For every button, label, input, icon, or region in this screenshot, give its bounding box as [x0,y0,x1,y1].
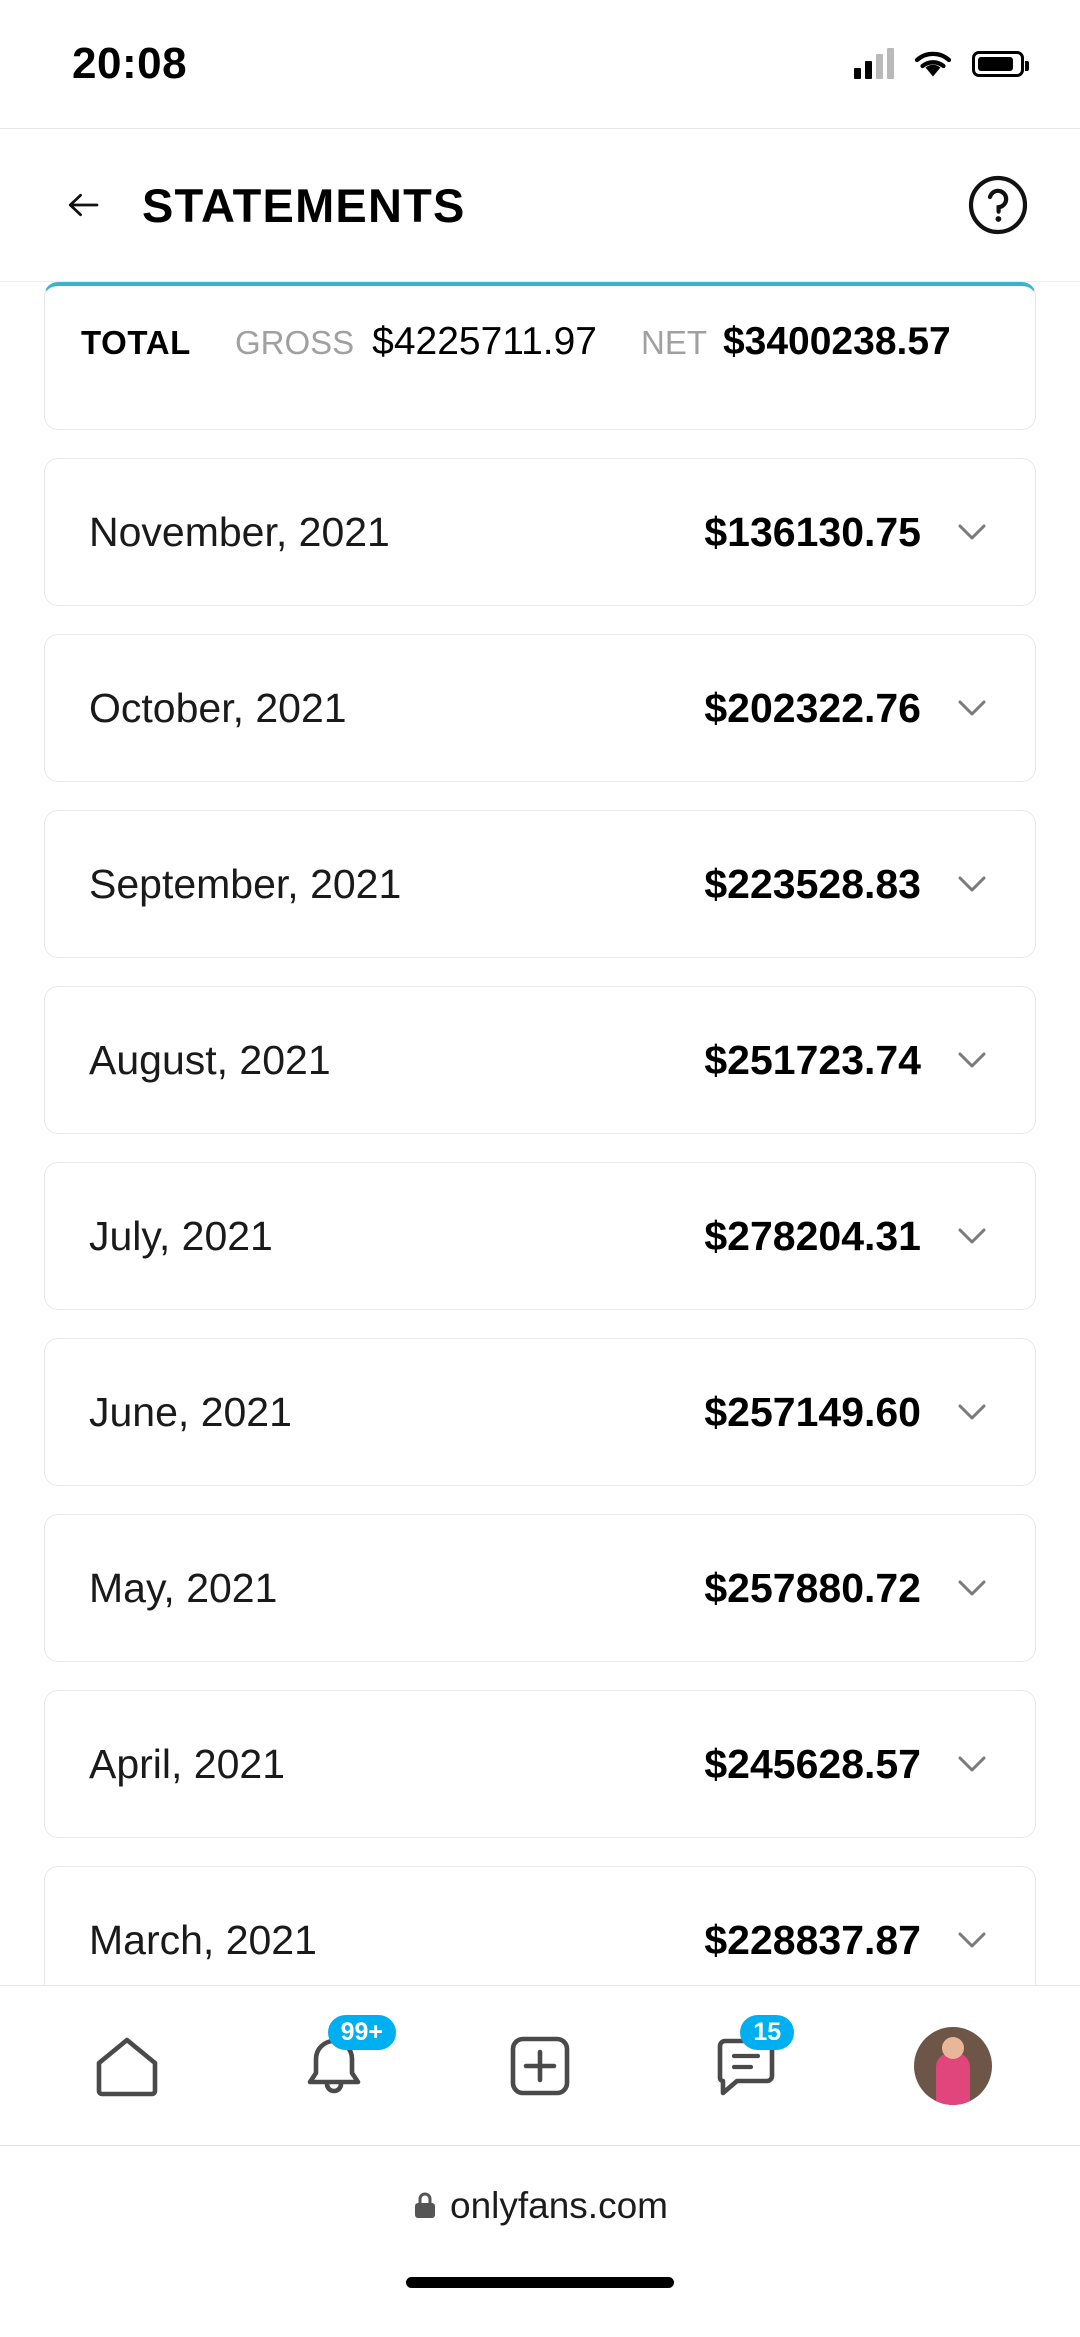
notifications-badge: 99+ [328,2015,396,2050]
chevron-down-icon[interactable] [955,691,989,725]
app-header [0,128,1080,282]
statements-list[interactable] [0,282,1080,1985]
statement-month: March, 2021 [89,1916,317,1963]
battery-icon [972,51,1024,77]
wifi-icon [912,48,954,80]
chevron-down-icon[interactable] [955,1219,989,1253]
status-time: 20:08 [72,39,188,88]
statement-row[interactable] [44,1162,1036,1310]
help-circle-icon [967,174,1029,236]
chevron-down-icon[interactable] [955,515,989,549]
status-icons [854,48,1024,80]
net-value: $3400238.57 [722,320,951,363]
statement-row[interactable] [44,1866,1036,1985]
chevron-down-icon[interactable] [955,1923,989,1957]
statement-amount: $228837.87 [704,1916,921,1963]
gross-label: GROSS [234,324,355,361]
statement-month: September, 2021 [89,860,402,907]
home-indicator[interactable] [406,2277,674,2288]
home-icon [91,2033,163,2099]
browser-url-bar[interactable] [0,2145,1080,2265]
statement-month: June, 2021 [89,1388,292,1435]
statement-amount: $223528.83 [704,860,921,907]
statement-month: May, 2021 [89,1564,278,1611]
arrow-left-icon [66,188,100,222]
statement-amount: $251723.74 [704,1036,921,1083]
nav-profile[interactable] [898,2011,1008,2121]
statement-amount: $202322.76 [704,684,921,731]
chevron-down-icon[interactable] [955,1395,989,1429]
statement-month: October, 2021 [89,684,347,731]
add-post-icon [506,2032,574,2100]
statement-month: April, 2021 [89,1740,286,1787]
statement-amount: $257149.60 [704,1388,921,1435]
statement-row[interactable] [44,1338,1036,1486]
statement-row[interactable] [44,634,1036,782]
page-title: STATEMENTS [142,178,466,232]
statement-row[interactable] [44,986,1036,1134]
bottom-navigation [0,1985,1080,2145]
statement-amount: $136130.75 [704,508,921,555]
chevron-down-icon[interactable] [955,1571,989,1605]
total-label: TOTAL [81,324,191,361]
avatar [914,2027,992,2105]
nav-notifications[interactable] [279,2011,389,2121]
statement-row[interactable] [44,1514,1036,1662]
nav-home[interactable] [72,2011,182,2121]
help-button[interactable] [964,171,1032,239]
total-summary-card [44,282,1036,430]
statement-row[interactable] [44,458,1036,606]
back-button[interactable] [48,170,118,240]
chevron-down-icon[interactable] [955,867,989,901]
messages-badge: 15 [740,2015,794,2050]
nav-messages[interactable] [691,2011,801,2121]
lock-icon [412,2191,438,2221]
statement-month: August, 2021 [89,1036,331,1083]
statement-row[interactable] [44,810,1036,958]
statement-amount: $278204.31 [704,1212,921,1259]
home-indicator-area [0,2265,1080,2337]
cellular-signal-icon [854,49,894,79]
chevron-down-icon[interactable] [955,1043,989,1077]
chevron-down-icon[interactable] [955,1747,989,1781]
statement-row[interactable] [44,1690,1036,1838]
url-text: onlyfans.com [450,2184,668,2226]
net-label: NET [640,324,707,361]
statement-month: November, 2021 [89,508,390,555]
nav-new-post[interactable] [485,2011,595,2121]
gross-value: $4225711.97 [372,320,597,363]
statement-amount: $257880.72 [704,1564,921,1611]
statement-month: July, 2021 [89,1212,273,1259]
status-bar [0,0,1080,128]
statement-amount: $245628.57 [704,1740,921,1787]
